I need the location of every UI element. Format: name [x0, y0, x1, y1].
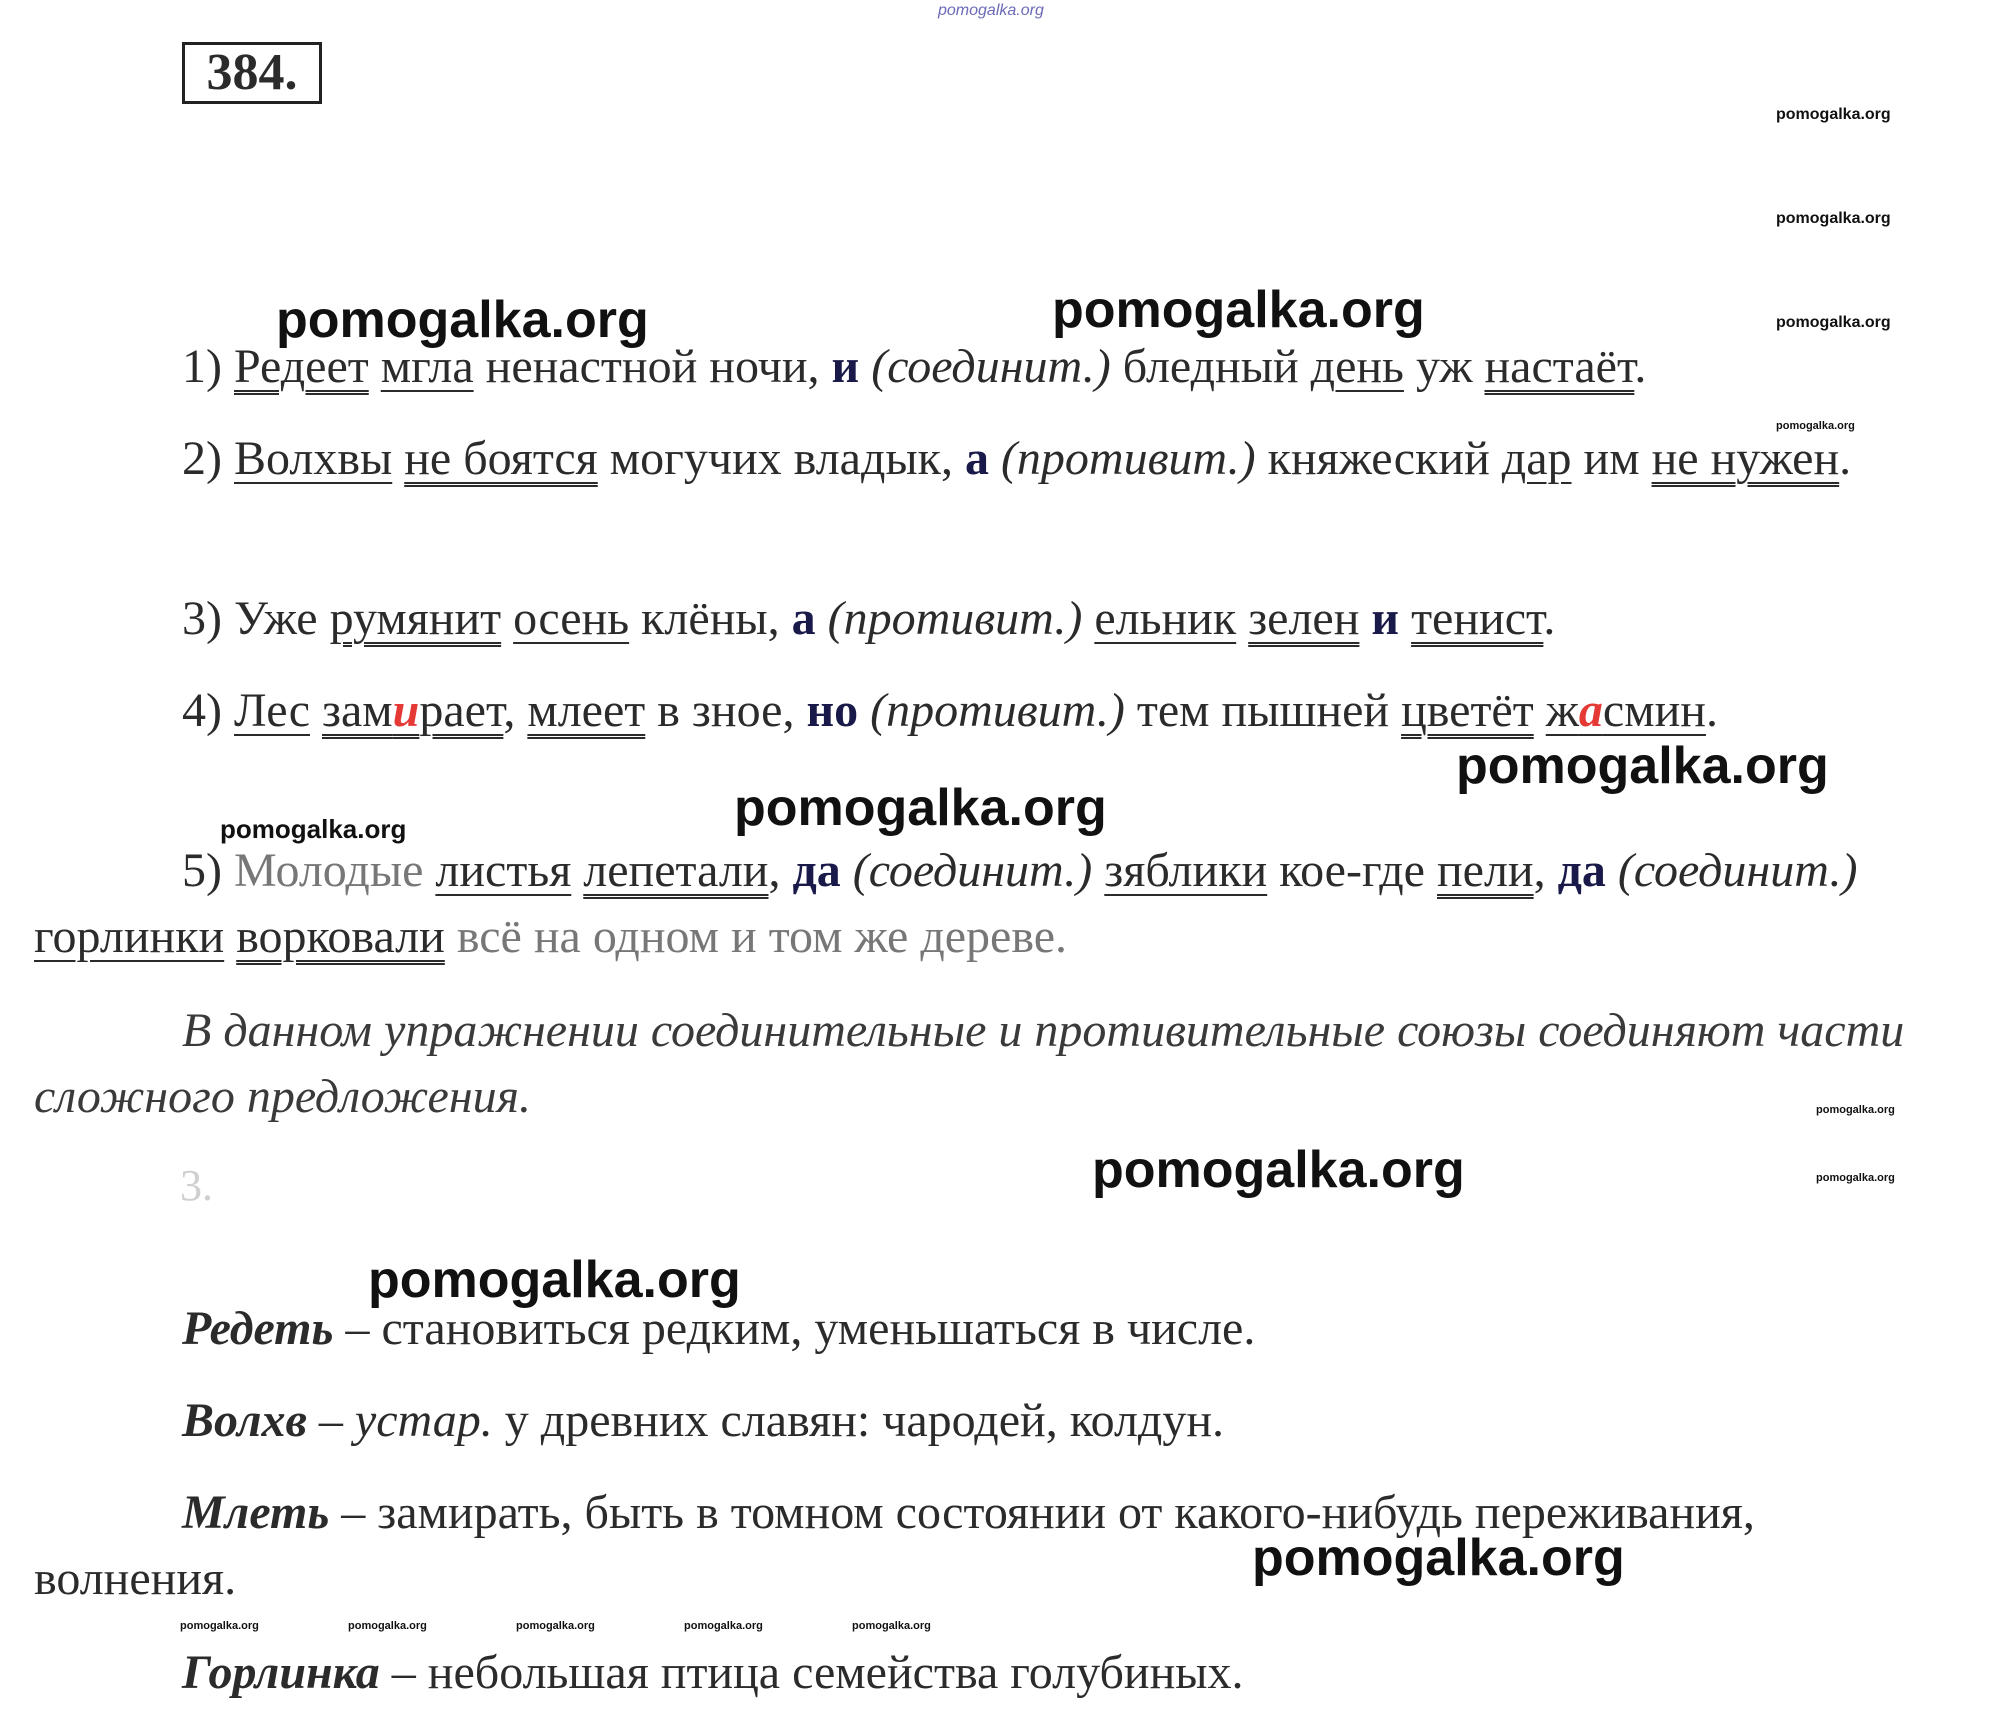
watermark-tiny: pomogalka.org: [516, 1620, 595, 1632]
predicate: зелен: [1248, 592, 1360, 645]
watermark-large: pomogalka.org: [734, 779, 1107, 837]
conjunction-note: (соединит.): [840, 844, 1105, 897]
predicate: Редеет: [233, 340, 369, 393]
conjunction: а: [791, 592, 816, 645]
text: бледный: [1122, 340, 1311, 393]
text: княжеский: [1267, 432, 1502, 485]
sentence-4: [34, 678, 1964, 744]
watermark-large: pomogalka.org: [368, 1251, 741, 1309]
text: ,: [768, 844, 793, 897]
predicate: цветёт: [1401, 684, 1534, 737]
subject: зяблики: [1104, 844, 1268, 897]
definition-text: замирать, быть в томном состоянии от какого-нибудь переживания, волнения.: [34, 1486, 1755, 1605]
subject: осень: [513, 592, 630, 645]
watermark-tiny: pomogalka.org: [684, 1620, 763, 1632]
subject: листья: [435, 844, 572, 897]
watermark-small: pomogalka.org: [1776, 106, 1891, 123]
definition-term: Млеть: [182, 1486, 330, 1539]
sentence-3: [34, 586, 1964, 652]
text: .: [1634, 340, 1647, 393]
highlighted-letter: а: [1578, 684, 1603, 737]
word-part: рает: [419, 684, 504, 737]
watermark-small: pomogalka.org: [1776, 210, 1891, 227]
definition-3: [34, 1480, 1934, 1612]
sentence-number: 2): [182, 432, 222, 485]
text: всё на одном и том же дереве.: [444, 910, 1068, 963]
top-watermark: pomogalka.org: [938, 2, 1044, 19]
subject: [1546, 684, 1706, 737]
definition-text: небольшая птица семейства голубиных.: [427, 1646, 1244, 1699]
predicate: ворковали: [236, 910, 445, 963]
subject: ельник: [1094, 592, 1237, 645]
subject: день: [1310, 340, 1404, 393]
conjunction-note: (противит.): [988, 432, 1268, 485]
predicate: лепетали: [583, 844, 769, 897]
conjunction: но: [806, 684, 859, 737]
predicate: не боятся: [404, 432, 598, 485]
sentence-number: 1): [182, 340, 222, 393]
text: уж: [1403, 340, 1485, 393]
text: .: [1839, 432, 1852, 485]
predicate: тенист: [1411, 592, 1544, 645]
sentence-1: [34, 334, 1964, 400]
watermark-small: pomogalka.org: [1776, 314, 1891, 331]
conjunction: да: [1557, 844, 1606, 897]
conjunction-note: (соединит.): [1617, 844, 1858, 897]
watermark-tiny: pomogalka.org: [1816, 1104, 1895, 1116]
predicate: не нужен: [1651, 432, 1840, 485]
definition-term: Горлинка: [182, 1646, 380, 1699]
watermark-large: pomogalka.org: [276, 291, 649, 349]
watermark-tiny: pomogalka.org: [1816, 1172, 1895, 1184]
text: ,: [1533, 844, 1558, 897]
definition-dash: –: [379, 1646, 428, 1699]
text: тем пышней: [1136, 684, 1402, 737]
highlighted-letter: и: [392, 684, 420, 737]
predicate: [322, 684, 503, 737]
text: кое-где: [1267, 844, 1437, 897]
summary-text: В данном упражнении соединительные и противительные союзы соединяют части сложного предложения.: [34, 1004, 1905, 1123]
sentence-5: [34, 838, 1964, 970]
watermark-tiny: pomogalka.org: [348, 1620, 427, 1632]
predicate: румянит: [329, 592, 502, 645]
exercise-number: 384.: [182, 42, 322, 104]
section-mark: 3.: [180, 1161, 213, 1210]
sentence-2: [34, 426, 1964, 492]
definition-term: Волхв: [182, 1394, 307, 1447]
conjunction: и: [1371, 592, 1400, 645]
definition-1: [34, 1296, 1934, 1362]
text: ненастной ночи,: [473, 340, 832, 393]
watermark-medium: pomogalka.org: [220, 814, 407, 844]
conjunction-note: (противит.): [815, 592, 1095, 645]
subject: дар: [1501, 432, 1572, 485]
predicate: пели: [1436, 844, 1534, 897]
predicate: млеет: [527, 684, 646, 737]
text: в зное,: [645, 684, 807, 737]
watermark-large: pomogalka.org: [1092, 1141, 1465, 1199]
watermark-tiny: pomogalka.org: [180, 1620, 259, 1632]
definition-label: устар.: [354, 1394, 493, 1447]
definition-text: у древних славян: чародей, колдун.: [492, 1394, 1225, 1447]
watermark-large: pomogalka.org: [1252, 1529, 1625, 1587]
conjunction-note: (соединит.): [859, 340, 1123, 393]
conjunction-note: (противит.): [858, 684, 1137, 737]
text: .: [1543, 592, 1556, 645]
text: могучих владык,: [597, 432, 965, 485]
word-part: зам: [322, 684, 393, 737]
summary: [34, 998, 1934, 1130]
text: Молодые: [221, 844, 436, 897]
watermark-tiny: pomogalka.org: [852, 1620, 931, 1632]
definition-text: становиться редким, уменьшаться в числе.: [381, 1302, 1256, 1355]
conjunction: да: [792, 844, 841, 897]
watermark-large: pomogalka.org: [1456, 737, 1829, 795]
subject: Волхвы: [233, 432, 393, 485]
predicate: настаёт: [1484, 340, 1635, 393]
text: им: [1571, 432, 1652, 485]
text: клёны,: [629, 592, 792, 645]
definition-dash: –: [329, 1486, 378, 1539]
word-part: ж: [1545, 684, 1579, 737]
subject: Лес: [233, 684, 311, 737]
definition-dash: –: [306, 1394, 355, 1447]
definition-4: [34, 1640, 1934, 1706]
conjunction: а: [964, 432, 989, 485]
subject: горлинки: [34, 910, 225, 963]
text: .: [1705, 684, 1718, 737]
text: Уже: [221, 592, 330, 645]
definition-dash: –: [333, 1302, 382, 1355]
subject: мгла: [380, 340, 474, 393]
text: ,: [503, 684, 528, 737]
watermark-tiny: pomogalka.org: [1776, 420, 1855, 432]
sentence-number: 5): [182, 844, 222, 897]
definition-term: Редеть: [182, 1302, 334, 1355]
conjunction: и: [831, 340, 860, 393]
sentence-number: 3): [182, 592, 222, 645]
definition-2: [34, 1388, 1934, 1454]
word-part: смин: [1602, 684, 1706, 737]
sentence-number: 4): [182, 684, 222, 737]
watermark-large: pomogalka.org: [1052, 281, 1425, 339]
